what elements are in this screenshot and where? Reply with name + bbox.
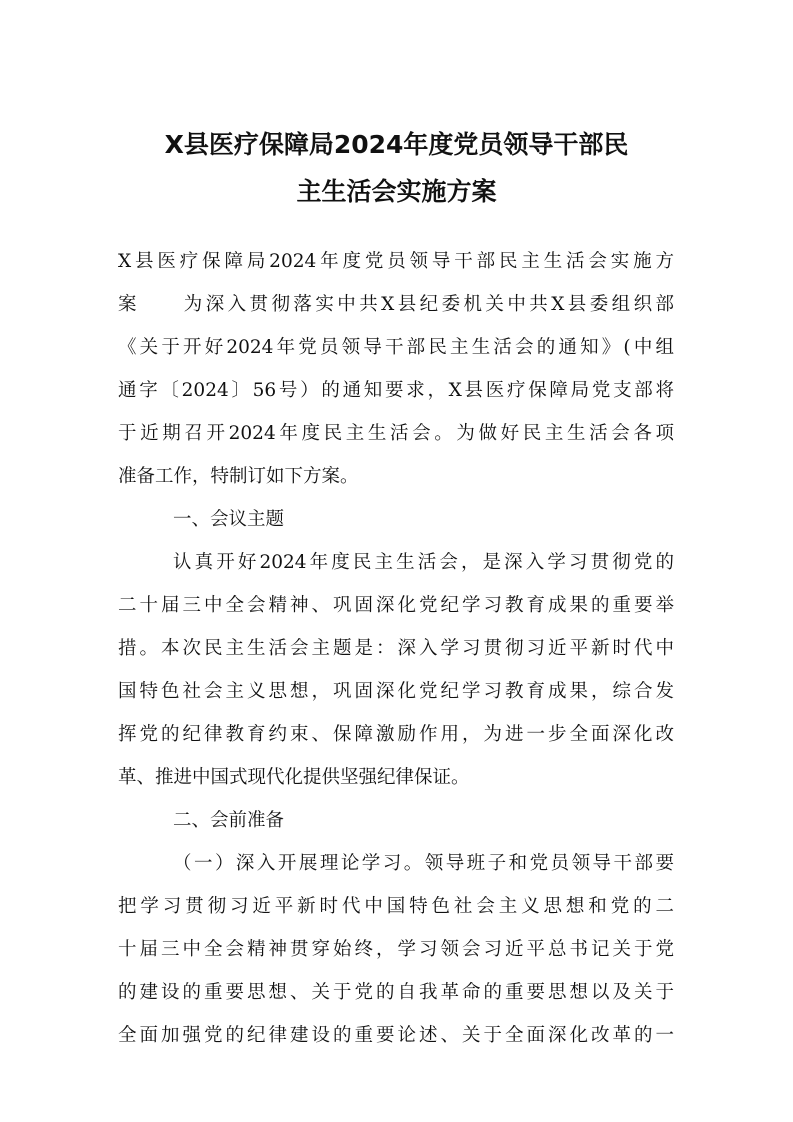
document-title [0, 121, 793, 215]
text-line: 十届三中全会精神贯穿始终，学习领会习近平总书记关于党 [118, 939, 674, 960]
text-line: 革、推进中国式现代化提供坚强纪律保证。 [118, 767, 470, 788]
title-line-1: X县医疗保障局2024年度党员领导干部民 [164, 130, 629, 159]
text-line: X县医疗保障局2024年度党员领导干部民主生活会实施方 [118, 251, 674, 272]
text-line: 认真开好2024年度民主生活会，是深入学习贯彻党的 [173, 552, 674, 573]
text-line: 的建设的重要思想、关于党的自我革命的重要思想以及关于 [118, 982, 674, 1003]
text-line: 一、会议主题 [173, 509, 285, 530]
text-line: （一）深入开展理论学习。领导班子和党员领导干部要 [173, 853, 674, 874]
text-line: 二十届三中全会精神、巩固深化党纪学习教育成果的重要举 [118, 595, 674, 616]
text-line: 《关于开好2024年党员领导干部民主生活会的通知》(中组 [118, 337, 674, 358]
text-line: 准备工作，特制订如下方案。 [118, 466, 359, 487]
text-line: 把学习贯彻习近平新时代中国特色社会主义思想和党的二 [118, 896, 674, 917]
text-line: 全面加强党的纪律建设的重要论述、关于全面深化改革的一 [118, 1025, 674, 1046]
text-line: 于近期召开2024年度民主生活会。为做好民主生活会各项 [118, 423, 674, 444]
text-line: 挥党的纪律教育约束、保障激励作用，为进一步全面深化改 [118, 724, 674, 745]
document-body [118, 240, 674, 1057]
paragraph [118, 498, 674, 541]
paragraph [118, 240, 674, 498]
text-line: 通字〔2024〕56号）的通知要求，X县医疗保障局党支部将 [118, 380, 674, 401]
paragraph [118, 799, 674, 842]
text-line: 二、会前准备 [173, 810, 285, 831]
text-line: 措。本次民主生活会主题是：深入学习贯彻习近平新时代中 [118, 638, 674, 659]
text-line: 案 为深入贯彻落实中共X县纪委机关中共X县委组织部 [118, 294, 674, 315]
paragraph [118, 842, 674, 1057]
title-line-2: 主生活会实施方案 [296, 177, 497, 206]
paragraph [118, 541, 674, 799]
text-line: 国特色社会主义思想，巩固深化党纪学习教育成果，综合发 [118, 681, 674, 702]
